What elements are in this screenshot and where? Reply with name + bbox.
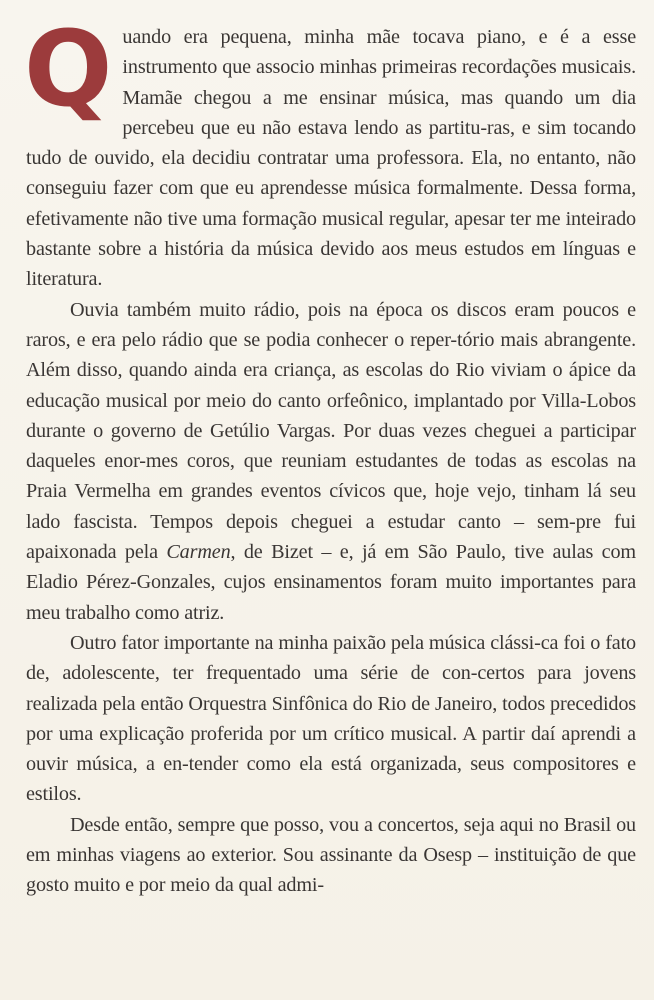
body-text (24, 8, 636, 901)
paragraph-2-text-after: , de Bizet – e, já em São Paulo, tive aulas com Eladio Pérez-Gonzales, cujos ensinamentos foram muito importantes para meu trabalho como atriz. (26, 541, 636, 624)
opera-title: Carmen (166, 541, 231, 564)
paragraph-1 (24, 8, 636, 295)
drop-cap: Q (24, 8, 113, 130)
paragraph-2 (26, 295, 636, 628)
paragraph-2-text-before: Ouvia também muito rádio, pois na época os discos eram poucos e raros, e era pelo rádio que se podia conhecer o reper-tório mais abrangente. Além disso, quando ainda era criança, as escolas do Rio viviam o ápice da educação musical por meio do canto orfeônico, implantado por Villa-Lobos durante o governo de Getúlio Vargas. Por duas vezes cheguei a participar daqueles enor-mes coros, que reuniam estudantes de todas as escolas na Praia Vermelha em grandes eventos cívicos que, hoje vejo, tinham lá seu lado fascista. Tempos depois cheguei a estudar canto – sem-pre fui apaixonada pela (26, 298, 636, 564)
paragraph-1-text: uando era pequena, minha mãe tocava piano, e é a esse instrumento que associo minhas primeiras recordações musicais. Mamãe chegou a me ensinar música, mas quando um dia percebeu que eu não estava lendo as partitu-ras, e sim tocando tudo de ouvido, ela decidiu contratar uma professora. Ela, no entanto, não conseguiu fazer com que eu aprendesse música formalmente. Dessa forma, efetivamente não tive uma formação musical regular, apesar ter me inteirado bastante sobre a história da música devido aos meus estudos em línguas e literatura. (26, 26, 636, 291)
paragraph-3: Outro fator importante na minha paixão pela música clássi-ca foi o fato de, adolescente, ter frequentado uma série de con-certos para jovens realizada pela então Orquestra Sinfônica do Rio de Janeiro, todos precedidos por uma explicação proferida por um crítico musical. A partir daí aprendi a ouvir música, a en-tender como ela está organizada, seus compositores e estilos. (26, 631, 636, 806)
paragraph-4: Desde então, sempre que posso, vou a concertos, seja aqui no Brasil ou em minhas viagens ao exterior. Sou assinante da Osesp – instituição de que gosto muito e por meio da qual admi- (26, 813, 636, 897)
